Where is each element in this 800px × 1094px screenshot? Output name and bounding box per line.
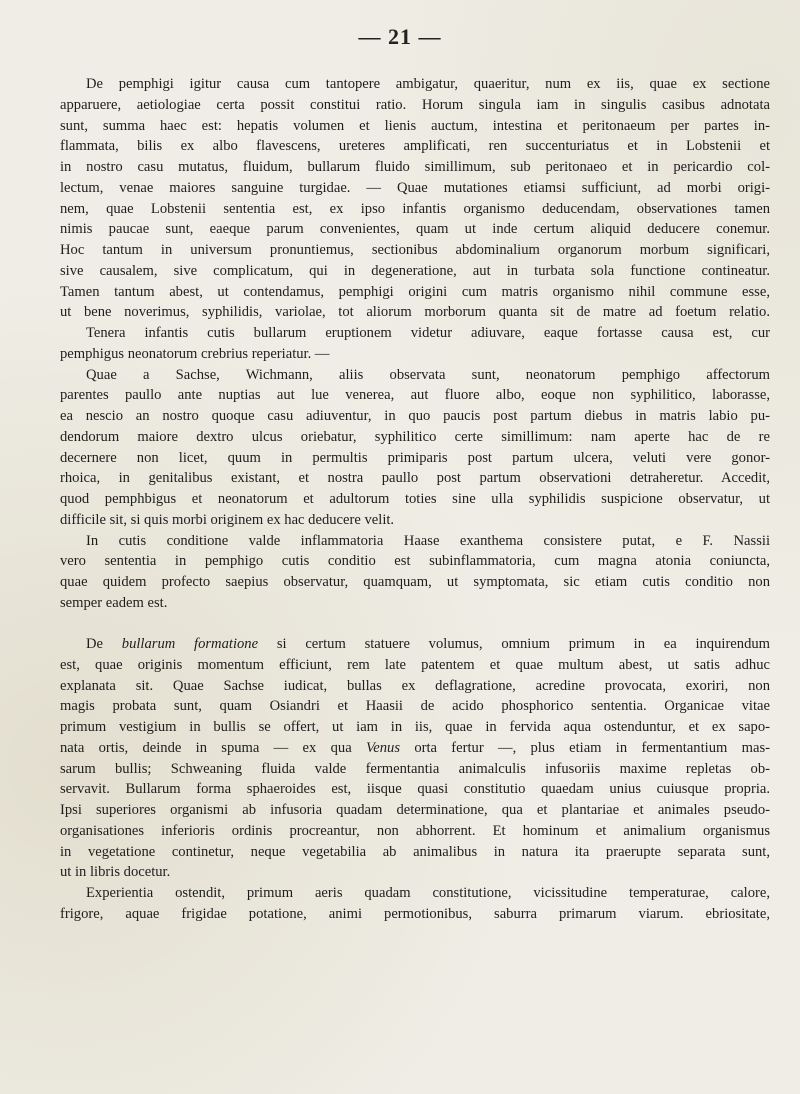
- text-line: primum vestigium in bullis se offert, ut iam in iis, quae in fervida aqua ostenduntur, et ex sapo-: [60, 719, 770, 735]
- text-line: rhoica, in genitalibus existant, et nostra paullo post partum observationi detraheretur. Accedit,: [60, 470, 770, 487]
- text-line: difficile sit, si quis morbi originem ex hac deducere velit.: [60, 511, 395, 528]
- text-line: parentes paullo ante nuptias aut lue venerea, aut fluore albo, eoque non syphilitico, laborasse,: [60, 387, 770, 404]
- text-line: De pemphigi igitur causa cum tantopere ambigatur, quaeritur, num ex iis, quae ex sectione: [86, 76, 770, 92]
- text-line: frigore, aquae frigidae potatione, animi permotionibus, saburra primarum viarum. ebriositate,: [60, 905, 770, 922]
- paragraph-block-2: [60, 634, 770, 925]
- text-line: sive causalem, sive complicatum, qui in degeneratione, aut in turbata sola functione contineatur.: [60, 262, 770, 279]
- text-line: [60, 738, 770, 759]
- page-number: — 21 —: [358, 24, 442, 49]
- text-line: est, quae originis momentum efficiunt, rem late patentem et quae multum abest, ut satis adhuc: [60, 656, 770, 673]
- text-fragment: orta fertur —, plus etiam in fermentantium mas-: [414, 739, 770, 756]
- text-line: Ipsi superiores organismi ab infusoria quadam determinatione, qua et plantariae et animales pseudo-: [60, 802, 770, 818]
- text-fragment: De: [86, 636, 104, 652]
- paragraph-block-1: [60, 74, 770, 614]
- text-line: Hoc tantum in universum pronuntiemus, sectionibus abdominalium organorum morbum significari,: [60, 242, 770, 258]
- text-fragment: nata ortis, deinde in spuma — ex qua: [60, 739, 352, 756]
- text-line: [60, 634, 770, 655]
- text-line: quod pemphbigus et neonatorum et adultorum toties sine ulla syphilidis suspicione observatur, ut: [60, 491, 770, 507]
- text-line: decernere non licet, quum in permultis primiparis post partum ulcera, veluti vere gonor-: [60, 449, 770, 466]
- text-line: In cutis conditione valde inflammatoria Haase exanthema consistere putat, e F. Nassii: [86, 532, 770, 549]
- text-line: in nostro casu mutatus, fluidum, bullarum fluido simillimum, sub peritonaeo et in pericardio col-: [60, 159, 770, 175]
- text-line: nem, quae Lobstenii sententia est, ex ipso infantis organismo deducendam, observationes tamen: [60, 200, 770, 217]
- text-line: apparuere, aetiologiae certa possit constitui ratio. Horum singula iam in singulis casibus adnotata: [60, 96, 770, 113]
- text-line: pemphigus neonatorum crebrius reperiatur. —: [60, 345, 330, 362]
- text-line: ut bene noverimus, syphilidis, variolae, tot aliorum morborum quanta sit de matre ad foetum relatio.: [60, 304, 770, 321]
- text-line: semper eadem est.: [60, 594, 168, 611]
- text-line: dendorum maiore dextro ulcus oriebatur, syphilitico certe simillimum: nam aperte hac de re: [60, 428, 770, 445]
- text-line: sunt, summa haec est: hepatis volumen et lienis auctum, intestina et peritonaeum per partes in-: [60, 117, 770, 134]
- text-line: sarum bullis; Schweaning fluida valde fermentantia animalculis infusoriis maxime repletas ob-: [60, 760, 770, 777]
- text-line: quae quidem profecto saepius observatur, quamquam, ut symptomata, sic etiam cutis conditio non: [60, 574, 770, 590]
- text-line: ut in libris docetur.: [60, 864, 171, 881]
- text-fragment: si certum statuere volumus, omnium primum in ea inquirendum: [276, 636, 771, 652]
- text-line: nimis paucae sunt, eaeque parum convenientes, quam ut inde certum aliquid deducere conemur.: [60, 221, 770, 238]
- text-line: Tamen tantum abest, ut contendamus, pemphigi origini cum matris organismo nihil commune esse,: [60, 283, 770, 300]
- text-line: lectum, venae maiores sanguine turgidae. — Quae mutationes etiamsi sufficiunt, ad morbi origi-: [60, 179, 770, 196]
- text-line: magis probata sunt, quam Osiandri et Haasii de acido phosphorico sententia. Organicae vitae: [60, 698, 770, 715]
- text-line: flammata, bilis ex albo flavescens, ureteres amplificati, ren succenturiatus et in Lobstenii et: [60, 138, 770, 155]
- text-line: Quae a Sachse, Wichmann, aliis observata sunt, neonatorum pemphigo affectorum: [86, 366, 770, 383]
- text-line: servavit. Bullarum forma sphaeroides est, iisque quasi constitutio quaedam unius cuiusque propria.: [60, 781, 770, 798]
- text-line: organisationes inferioris ordinis procreantur, non abhorrent. Et hominum et animalium organismus: [60, 822, 770, 839]
- text-line: in vegetatione continetur, neque vegetabilia ab animalibus in natura ita praerupte separata sunt,: [60, 843, 770, 860]
- text-line: Experientia ostendit, primum aeris quadam constitutione, vicissitudine temperaturae, calore,: [86, 885, 770, 901]
- text-line: ea nescio an nostro quoque casu adiuventur, in quo paucis post partum diebus in matris labio pu-: [60, 408, 770, 424]
- text-line: Tenera infantis cutis bullarum eruptionem videtur adiuvare, eaque fortasse causa est, cur: [86, 325, 770, 341]
- italic-venus: Venus: [365, 739, 401, 756]
- text-line: vero sententia in pemphigo cutis conditio est subinflammatoria, cum magna atonia coniuncta,: [60, 553, 770, 570]
- italic-phrase: bullarum formatione: [121, 636, 259, 652]
- text-line: explanata sit. Quae Sachse iudicat, bullas ex deflagratione, acredine provocata, exoriri, non: [60, 677, 770, 694]
